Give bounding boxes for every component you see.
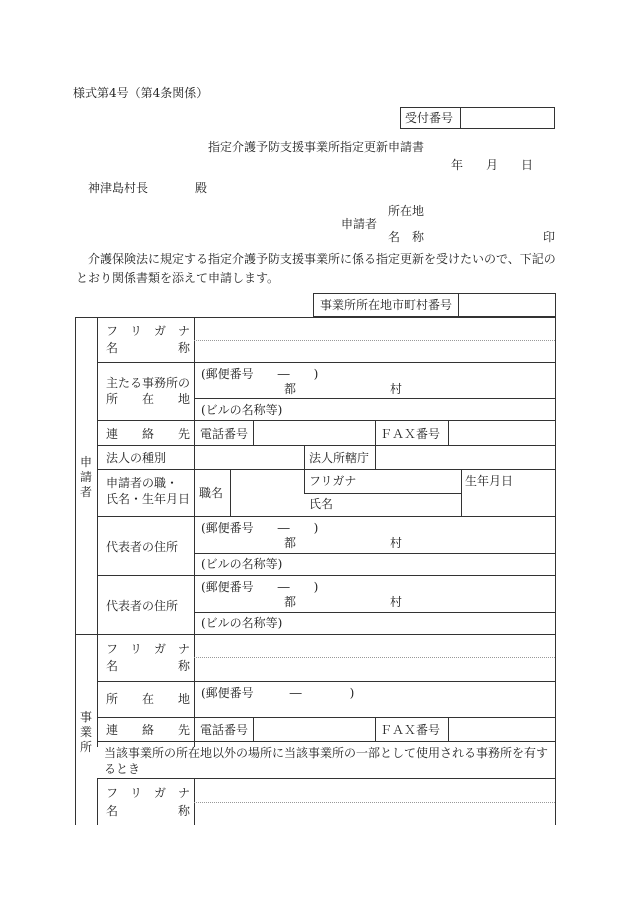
position-field[interactable] [231, 470, 304, 516]
body-text-line2: とおり関係書類を添えて申請します。 [76, 271, 280, 285]
main-office-building: (ビルの名称等) [201, 403, 283, 417]
position-label: 職名 [199, 486, 224, 500]
main-office-label-2: 所 在 地 [106, 392, 191, 406]
corp-type-field[interactable] [195, 446, 304, 469]
office-name-field[interactable] [195, 658, 555, 681]
rep-address-2-building: (ビルの名称等) [201, 616, 283, 630]
corp-type-label: 法人の種別 [106, 451, 167, 465]
main-office-label-1: 主たる事務所の [106, 376, 191, 390]
other-office-furigana-field[interactable] [195, 779, 555, 802]
office-contact-label: 連 絡 先 [106, 723, 191, 737]
applicant-address-label: 所在地 [388, 204, 425, 218]
main-office-mura: 村 [390, 382, 403, 396]
main-office-postal: (郵便番号 ― ) [201, 367, 319, 381]
other-office-furigana-label: フ リ ガ ナ [106, 786, 191, 800]
birth-date-label: 生年月日 [465, 474, 514, 488]
date-day-label: 日 [521, 158, 534, 172]
applicant-contact-label: 連 絡 先 [106, 427, 191, 441]
municipal-number-field[interactable] [459, 294, 555, 316]
other-office-note-line1: 当該事業所の所在地以外の場所に当該事業所の一部として使用される事務所を有す [104, 746, 549, 760]
rep-address-1-building: (ビルの名称等) [201, 557, 283, 571]
municipal-number-label: 事業所所在地市町村番号 [320, 298, 453, 312]
office-fax-field[interactable] [449, 718, 555, 741]
receipt-number-field[interactable] [461, 108, 555, 128]
applicant-person-label-1: 申請者の職・ [106, 476, 179, 490]
person-name-label: 氏名 [309, 497, 334, 511]
corp-authority-label: 法人所轄庁 [309, 451, 370, 465]
office-section-label: 事業所 [79, 710, 92, 754]
form-number: 様式第4号（第4条関係） [73, 86, 209, 100]
office-postal: (郵便番号 ― ) [201, 686, 355, 700]
corp-authority-field[interactable] [376, 446, 555, 469]
office-furigana-label: フ リ ガ ナ [106, 642, 191, 656]
date-month-label: 月 [486, 158, 499, 172]
honorific: 殿 [195, 181, 208, 195]
rep-address-1-mura: 村 [390, 536, 403, 550]
office-fax-label: ＦＡＸ番号 [380, 723, 441, 737]
receipt-number-label: 受付番号 [405, 111, 454, 125]
receipt-number-box [400, 107, 555, 129]
applicant-furigana-label: フ リ ガ ナ [106, 324, 191, 338]
applicant-section-label: 申請者 [79, 455, 92, 499]
other-office-note-line2: るとき [104, 762, 141, 776]
applicant-furigana-field[interactable] [195, 318, 555, 340]
applicant-person-label-2: 氏名・生年月日 [106, 492, 191, 506]
rep-address-2-postal: (郵便番号 ― ) [201, 580, 319, 594]
other-office-name-label: 名 称 [106, 804, 191, 818]
applicant-label: 申請者 [341, 217, 378, 231]
applicant-tel-field[interactable] [254, 421, 375, 445]
rep-address-1-postal: (郵便番号 ― ) [201, 521, 319, 535]
office-tel-label: 電話番号 [200, 723, 249, 737]
applicant-fax-label: ＦＡＸ番号 [380, 427, 441, 441]
date-year-label: 年 [451, 158, 464, 172]
rep-address-2-to: 都 [284, 595, 297, 609]
applicant-name-field-label: 名 称 [106, 341, 191, 355]
rep-address-label-1: 代表者の住所 [106, 540, 179, 554]
office-name-label: 名 称 [106, 659, 191, 673]
applicant-fax-field[interactable] [449, 421, 555, 445]
body-text-line1: 介護保険法に規定する指定介護予防支援事業所に係る指定更新を受けたいので、下記の [88, 252, 556, 266]
office-tel-field[interactable] [254, 718, 375, 741]
applicant-tel-label: 電話番号 [200, 427, 249, 441]
municipal-number-box [313, 293, 556, 317]
applicant-name-field[interactable] [195, 341, 555, 362]
office-furigana-field[interactable] [195, 635, 555, 657]
person-furigana-label: フリガナ [309, 474, 357, 488]
office-address-label: 所 在 地 [106, 692, 191, 706]
applicant-name-label: 名 称 [388, 230, 425, 244]
rep-address-1-to: 都 [284, 536, 297, 550]
rep-address-label-2: 代表者の住所 [106, 599, 179, 613]
main-office-to: 都 [284, 382, 297, 396]
seal-mark: 印 [543, 230, 556, 244]
page-title: 指定介護予防支援事業所指定更新申請書 [208, 140, 425, 154]
rep-address-2-mura: 村 [390, 595, 403, 609]
addressee: 神津島村長 [88, 181, 149, 195]
